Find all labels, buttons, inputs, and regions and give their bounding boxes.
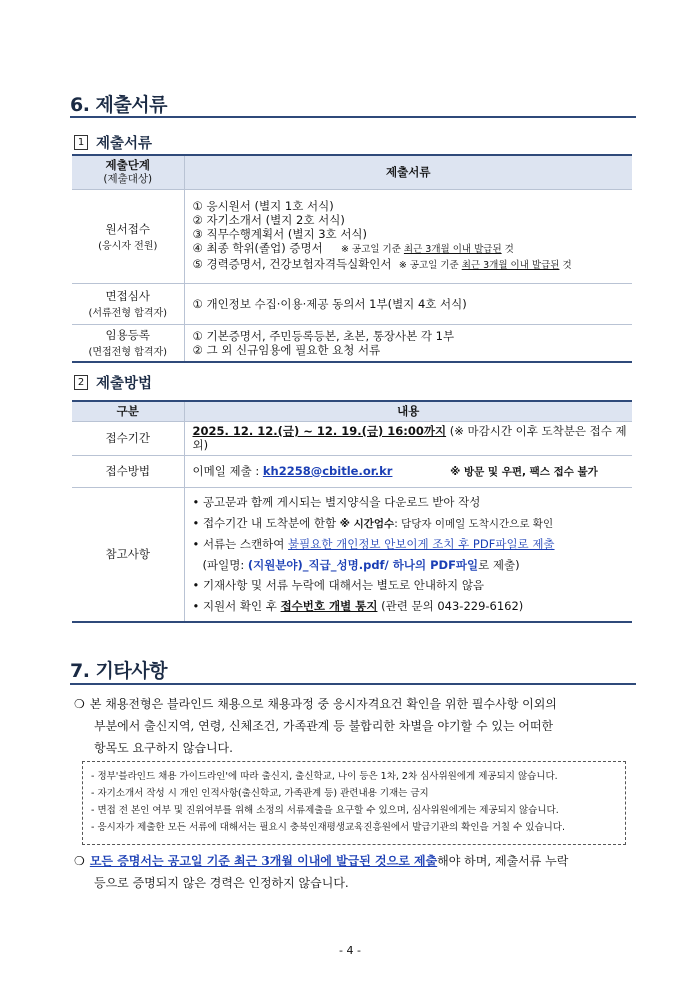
bullet-icon: ❍ — [74, 854, 85, 868]
list-item: ④ 최종 학위(졸업) 증명서 ※ 공고일 기준 최근 3개월 이내 발급된 것 — [192, 241, 514, 255]
subsection-2-number: 2 — [74, 375, 88, 390]
notice-item: - 자기소개서 작성 시 개인 인적사항(출신학교, 가족관계 등) 관련내용 기재는 금지 — [91, 788, 429, 799]
list-item: • 기재사항 및 서류 누락에 대해서는 별도로 안내하지 않음 — [192, 578, 485, 593]
period-date: 2025. 12. 12.(금) ~ 12. 19.(금) 16:00까지 — [192, 424, 447, 438]
subsection-1-heading — [74, 132, 152, 153]
list-item: ① 개인정보 수집·이용·제공 동의서 1부(별지 4호 서식) — [192, 296, 467, 311]
paragraph-2-line: ❍ 모든 증명서는 공고일 기준 최근 3개월 이내에 발급된 것으로 제출해야 하며, 제출서류 누락 — [74, 850, 634, 872]
documents-table — [72, 154, 632, 363]
notice-item: - 정부'블라인드 채용 가이드라인'에 따라 출신지, 출신학교, 나이 등은 1차, 2차 심사위원에게 제공되지 않습니다. — [91, 771, 558, 782]
row-items — [184, 324, 632, 362]
subsection-1-number: 1 — [74, 135, 88, 150]
table-row — [72, 487, 632, 622]
list-item: • 공고문과 함께 게시되는 별지양식을 다운로드 받아 작성 — [192, 495, 481, 510]
header-docs: 제출서류 — [184, 155, 632, 189]
method-label: 접수방법 — [72, 455, 184, 487]
list-item: ① 응시원서 (별지 1호 서식) — [192, 199, 334, 213]
list-item: ③ 직무수행계획서 (별지 3호 서식) — [192, 227, 368, 241]
method-table-header — [72, 401, 632, 421]
subsection-2-heading — [74, 372, 152, 393]
row-stage: 원서접수 (응시자 전원) — [72, 189, 184, 283]
highlight-text: 모든 증명서는 공고일 기준 최근 3개월 이내에 발급된 것으로 제출 — [89, 854, 438, 868]
subsection-2-title: 제출방법 — [96, 376, 153, 392]
period-note: (※ 마감시간 이후 도착분은 접수 제외) — [192, 424, 627, 452]
documents-table-header — [72, 155, 632, 189]
section-6-title: 6. 제출서류 — [70, 94, 167, 116]
row-items — [184, 189, 632, 283]
list-item: ② 그 외 신규임용에 필요한 요청 서류 — [192, 342, 381, 357]
table-row — [72, 189, 632, 283]
subsection-1-title: 제출서류 — [96, 136, 153, 152]
notice-item: - 응시자가 제출한 모든 서류에 대해서는 필요시 충북인재평생교육진흥원에서 발급기관의 확인을 거칠 수 있습니다. — [91, 822, 566, 833]
paragraph-2-line: 등으로 증명되지 않은 경력은 인정하지 않습니다. — [94, 876, 349, 890]
table-row — [72, 324, 632, 362]
row-items — [184, 283, 632, 324]
header-stage: 제출단계 (제출대상) — [72, 155, 184, 189]
email-link[interactable]: kh2258@cbitle.or.kr — [262, 463, 393, 478]
list-item: ⑤ 경력증명서, 건강보험자격득실확인서 ※ 공고일 기준 최근 3개월 이내 발급된 것 — [192, 257, 572, 271]
paragraph-2 — [74, 850, 634, 894]
section-6-rule — [70, 116, 636, 118]
header-content: 내용 — [184, 401, 632, 421]
table-row — [72, 455, 632, 487]
method-table — [72, 400, 632, 623]
period-content — [184, 421, 632, 455]
period-label: 접수기간 — [72, 421, 184, 455]
reference-label: 참고사항 — [72, 487, 184, 622]
list-item: (파일명: (지원분야)_직급_성명.pdf/ 하나의 PDF파일로 제출) — [202, 557, 520, 572]
method-content: 이메일 제출 : kh2258@cbitle.or.kr ※ 방문 및 우편, 팩스 접수 불가 — [184, 455, 632, 487]
paragraph-1-line: ❍ 본 채용전형은 블라인드 채용으로 채용과정 중 응시자격요건 확인을 위한 필수사항 이외의 — [74, 693, 634, 715]
paragraph-1-line: 항목도 요구하지 않습니다. — [94, 741, 233, 755]
paragraph-1 — [74, 693, 634, 759]
table-row — [72, 421, 632, 455]
bullet-icon: ❍ — [74, 697, 85, 711]
table-row — [72, 283, 632, 324]
list-item: ② 자기소개서 (별지 2호 서식) — [192, 213, 345, 227]
list-item: • 접수기간 내 도착분에 한함 ※ 시간엄수: 담당자 이메일 도착시간으로 확인 — [192, 515, 554, 530]
method-note: ※ 방문 및 우편, 팩스 접수 불가 — [450, 465, 598, 478]
reference-content — [184, 487, 632, 622]
list-item: ① 기본증명서, 주민등록등본, 초본, 통장사본 각 1부 — [192, 328, 455, 343]
page-number: - 4 - — [339, 944, 361, 957]
paragraph-1-line: 부분에서 출신지역, 연령, 신체조건, 가족관계 등 불합리한 차별을 야기할 수 있는 어떠한 — [94, 719, 554, 733]
row-stage: 면접심사 (서류전형 합격자) — [72, 283, 184, 324]
list-item: • 서류는 스캔하여 불필요한 개인정보 안보이게 조치 후 PDF파일로 제출 — [192, 537, 555, 552]
row-stage: 임용등록 (면접전형 합격자) — [72, 324, 184, 362]
notice-item: - 면접 전 본인 여부 및 진위여부를 위해 소정의 서류제출을 요구할 수 있으며, 심사위원에게는 제공되지 않습니다. — [91, 805, 559, 816]
section-7-title: 7. 기타사항 — [70, 660, 167, 682]
list-item: • 지원서 확인 후 접수번호 개별 통지 (관련 문의 043-229-6162) — [192, 598, 524, 613]
header-category: 구분 — [72, 401, 184, 421]
section-7-rule — [70, 683, 636, 685]
notice-box — [82, 761, 626, 845]
